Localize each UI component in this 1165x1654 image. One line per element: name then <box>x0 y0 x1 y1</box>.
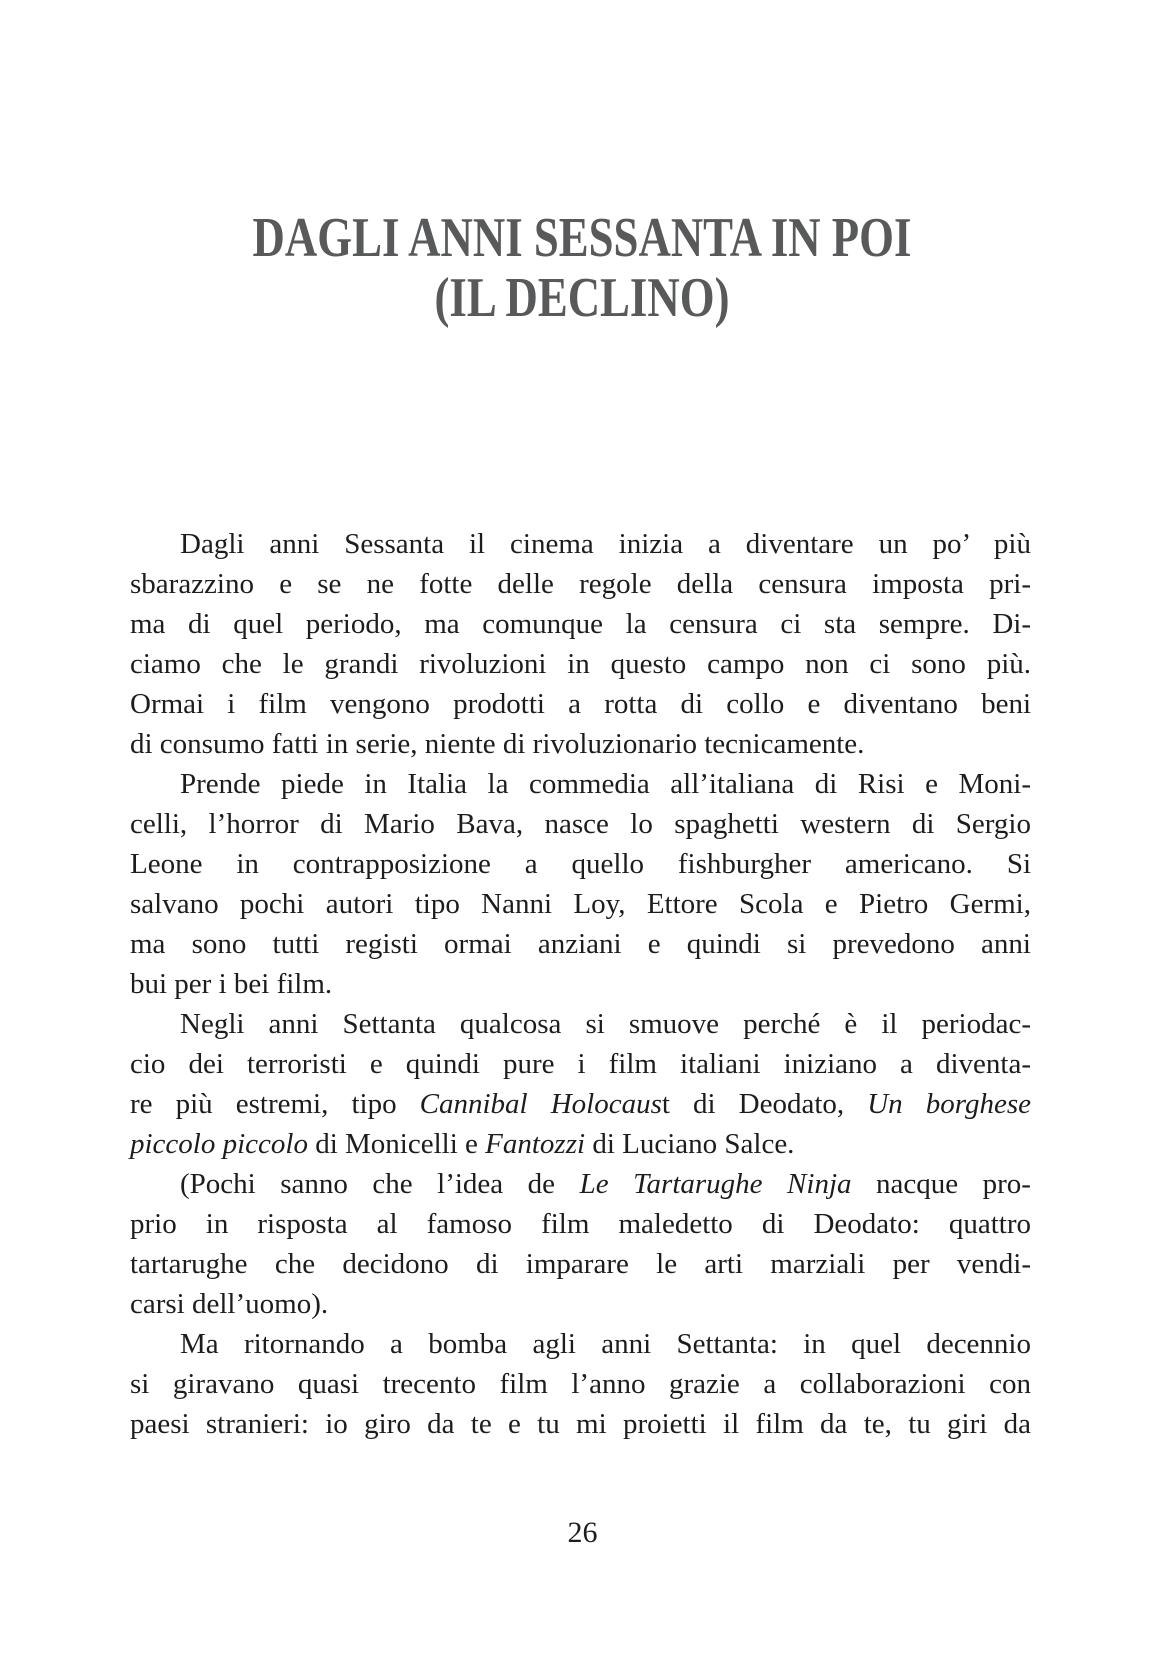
italic-text-segment: piccolo piccolo <box>130 1128 308 1160</box>
italic-text-segment: Cannibal Holocaus <box>419 1088 662 1120</box>
text-line <box>130 644 1031 684</box>
text-line <box>130 804 1031 844</box>
text-line <box>130 844 1031 884</box>
text-segment: Ma ritornando a bomba agli anni Settanta: in quel decennio <box>180 1328 1031 1360</box>
text-line <box>130 884 1031 924</box>
italic-text-segment: Fantozzi <box>485 1128 586 1160</box>
text-line <box>130 604 1031 644</box>
text-segment: ma sono tutti registi ormai anziani e quindi si prevedono anni <box>130 928 1031 960</box>
italic-text-segment: Un borghese <box>867 1088 1032 1120</box>
paragraph <box>130 1004 1031 1164</box>
paragraph <box>130 764 1031 1004</box>
text-segment: celli, l’horror di Mario Bava, nasce lo spaghetti western di Sergio <box>130 808 1031 840</box>
text-segment: (Pochi sanno che l’idea de <box>180 1168 580 1200</box>
text-segment: Ormai i film vengono prodotti a rotta di collo e diventano beni <box>130 688 1031 720</box>
text-segment: paesi stranieri: io giro da te e tu mi proietti il film da te, tu giri da <box>130 1408 1031 1440</box>
text-segment: bui per i bei film. <box>130 968 333 1000</box>
text-segment: carsi dell’uomo). <box>130 1288 329 1320</box>
text-segment: prio in risposta al famoso film maledetto di Deodato: quattro <box>130 1208 1031 1240</box>
text-line <box>130 764 1031 804</box>
text-line <box>130 1324 1031 1364</box>
text-segment: ma di quel periodo, ma comunque la censura ci sta sempre. Di- <box>130 608 1031 640</box>
text-segment: Leone in contrapposizione a quello fishburgher americano. Si <box>130 848 1031 880</box>
text-line <box>130 564 1031 604</box>
text-line <box>130 724 1031 764</box>
text-segment: t di Deodato, <box>661 1088 868 1120</box>
chapter-title-line-1: DAGLI ANNI SESSANTA IN POI <box>252 207 912 269</box>
text-line <box>130 1244 1031 1284</box>
chapter-title-line-2: (IL DECLINO) <box>434 267 730 329</box>
text-segment: si giravano quasi trecento film l’anno grazie a collaborazioni con <box>130 1368 1031 1400</box>
text-segment: di consumo fatti in serie, niente di rivoluzionario tecnicamente. <box>130 728 865 760</box>
text-segment: tartarughe che decidono di imparare le arti marziali per vendi- <box>130 1248 1031 1280</box>
text-segment: sbarazzino e se ne fotte delle regole della censura imposta pri- <box>130 568 1031 600</box>
text-segment: di Monicelli e <box>307 1128 486 1160</box>
paragraph <box>130 1164 1031 1324</box>
text-line <box>130 1004 1031 1044</box>
text-line <box>130 1044 1031 1084</box>
page-number: 26 <box>567 1516 598 1549</box>
chapter-title <box>128 208 1036 328</box>
paragraph <box>130 1324 1031 1444</box>
chapter-body <box>130 524 1031 1444</box>
text-segment: re più estremi, tipo <box>130 1088 420 1120</box>
text-segment: Negli anni Settanta qualcosa si smuove perché è il periodac- <box>180 1008 1031 1040</box>
text-line <box>130 524 1031 564</box>
italic-text-segment: Le Tartarughe Ninja <box>579 1168 852 1200</box>
text-line <box>130 1124 1031 1164</box>
text-line <box>130 1164 1031 1204</box>
text-segment: cio dei terroristi e quindi pure i film italiani iniziano a diventa- <box>130 1048 1031 1080</box>
text-line <box>130 1364 1031 1404</box>
text-line <box>130 684 1031 724</box>
text-segment: di Luciano Salce. <box>585 1128 795 1160</box>
text-line <box>130 964 1031 1004</box>
text-segment: Dagli anni Sessanta il cinema inizia a diventare un po’ più <box>180 528 1031 560</box>
text-segment: Prende piede in Italia la commedia all’italiana di Risi e Moni- <box>180 768 1031 800</box>
text-line <box>130 1204 1031 1244</box>
paragraph <box>130 524 1031 764</box>
text-line <box>130 924 1031 964</box>
text-segment: nacque pro- <box>851 1168 1031 1200</box>
text-segment: ciamo che le grandi rivoluzioni in questo campo non ci sono più. <box>130 648 1031 680</box>
text-line <box>130 1284 1031 1324</box>
text-segment: salvano pochi autori tipo Nanni Loy, Ettore Scola e Pietro Germi, <box>130 888 1031 920</box>
text-line <box>130 1084 1031 1124</box>
text-line <box>130 1404 1031 1444</box>
